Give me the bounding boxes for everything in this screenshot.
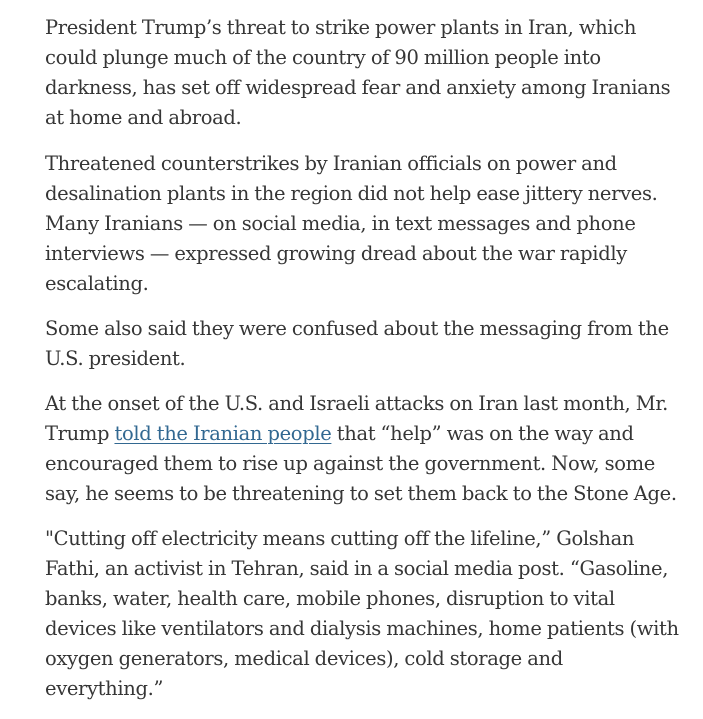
- article-body: [45, 13, 685, 719]
- article-paragraph-3: Some also said they were confused about the messaging from the U.S. president.: [45, 317, 669, 370]
- paragraph-4-text-before-link: At the onset of the U.S. and Israeli attacks on Iran last month, Mr. Trump: [45, 392, 669, 445]
- told-the-iranian-people-link[interactable]: told the Iranian people: [114, 422, 332, 445]
- article-paragraph-5: "Cutting off electricity means cutting off the lifeline,” Golshan Fathi, an activist in Tehran, said in a social media post. “Gasoline, banks, water, health care, mobile phones, disruption to vital devices like ventilators and dialysis machines, home patients (with oxygen generators, medical devices), cold storage and everything.”: [45, 527, 679, 700]
- paragraph-4-text-after-link: that “help” was on the way and encouraged them to rise up against the government. Now, some say, he seems to be threatening to set them back to the Stone Age.: [45, 422, 677, 505]
- article-paragraph-2: Threatened counterstrikes by Iranian officials on power and desalination plants in the region did not help ease jittery nerves. Many Iranians — on social media, in text messages and phone interviews — expressed growing dread about the war rapidly escalating.: [45, 152, 658, 295]
- article-paragraph-4: [45, 389, 685, 509]
- article-paragraph-1: President Trump’s threat to strike power plants in Iran, which could plunge much of the country of 90 million people into darkness, has set off widespread fear and anxiety among Iranians at home and abroad.: [45, 16, 671, 129]
